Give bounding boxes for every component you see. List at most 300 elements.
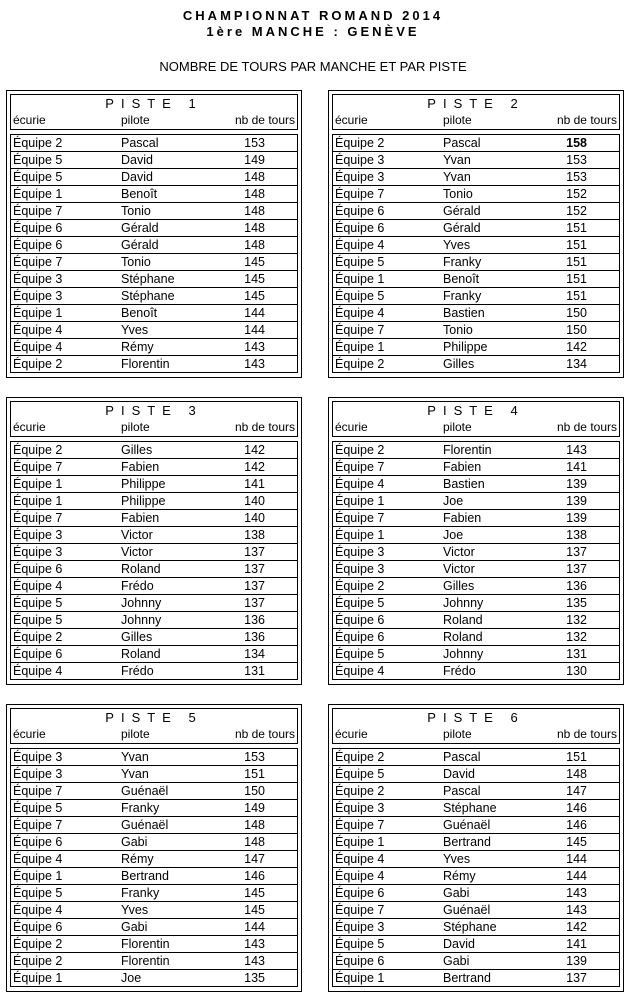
- piste-table-6: [328, 704, 624, 992]
- column-header-ecurie: écurie: [13, 727, 46, 741]
- cell-pilote: Gérald: [121, 238, 159, 252]
- cell-pilote: Gabi: [121, 920, 148, 934]
- cell-ecurie: Équipe 3: [13, 750, 63, 764]
- cell-tours: 145: [566, 835, 587, 849]
- cell-ecurie: Équipe 7: [335, 460, 385, 474]
- piste-inner: [10, 708, 298, 987]
- cell-pilote: Roland: [443, 630, 483, 644]
- cell-tours: 148: [244, 835, 265, 849]
- table-row: [11, 629, 297, 646]
- cell-pilote: Bertrand: [443, 971, 491, 985]
- cell-tours: 131: [566, 647, 587, 661]
- cell-tours: 151: [566, 255, 587, 269]
- cell-pilote: Fabien: [121, 511, 160, 525]
- cell-pilote: Joe: [121, 971, 142, 985]
- cell-tours: 141: [566, 937, 587, 951]
- cell-tours: 143: [244, 357, 265, 371]
- table-row: [333, 271, 619, 288]
- cell-tours: 135: [566, 596, 587, 610]
- cell-pilote: Stéphane: [443, 920, 497, 934]
- cell-ecurie: Équipe 5: [335, 255, 385, 269]
- cell-pilote: David: [121, 170, 153, 184]
- column-header-tours: nb de tours: [234, 420, 295, 434]
- table-row: [11, 561, 297, 578]
- piste-inner: [332, 401, 620, 680]
- table-row: [11, 237, 297, 254]
- cell-tours: 150: [244, 784, 265, 798]
- table-row: [11, 783, 297, 800]
- cell-tours: 139: [566, 954, 587, 968]
- cell-ecurie: Équipe 4: [335, 664, 385, 678]
- cell-tours: 137: [244, 579, 265, 593]
- table-row: [333, 288, 619, 305]
- cell-ecurie: Équipe 5: [335, 596, 385, 610]
- cell-tours: 137: [244, 545, 265, 559]
- table-row: [333, 322, 619, 339]
- table-row: [333, 561, 619, 578]
- column-header-pilote: pilote: [121, 727, 150, 741]
- cell-ecurie: Équipe 6: [335, 886, 385, 900]
- cell-tours: 151: [566, 750, 587, 764]
- cell-pilote: Roland: [121, 562, 161, 576]
- cell-pilote: Gilles: [443, 579, 475, 593]
- cell-tours: 153: [244, 136, 265, 150]
- piste-table-1: [6, 90, 302, 378]
- column-header-pilote: pilote: [443, 113, 472, 127]
- cell-pilote: Yves: [121, 903, 149, 917]
- table-row: [333, 493, 619, 510]
- table-row: [11, 800, 297, 817]
- column-header-tours: nb de tours: [556, 420, 617, 434]
- cell-pilote: Franky: [443, 289, 482, 303]
- cell-tours: 137: [566, 545, 587, 559]
- cell-pilote: Benoît: [443, 272, 480, 286]
- cell-ecurie: Équipe 2: [335, 443, 385, 457]
- piste-header: [10, 94, 298, 130]
- cell-tours: 142: [244, 460, 265, 474]
- cell-pilote: Gabi: [443, 886, 470, 900]
- cell-pilote: Stéphane: [121, 272, 175, 286]
- column-headers: [11, 113, 297, 129]
- cell-pilote: Franky: [121, 801, 160, 815]
- cell-pilote: Victor: [121, 528, 153, 542]
- cell-pilote: Johnny: [443, 596, 484, 610]
- piste-rows: [10, 748, 298, 987]
- cell-ecurie: Équipe 1: [13, 869, 63, 883]
- cell-ecurie: Équipe 7: [335, 511, 385, 525]
- cell-ecurie: Équipe 3: [13, 767, 63, 781]
- column-header-pilote: pilote: [121, 113, 150, 127]
- table-row: [333, 135, 619, 152]
- cell-pilote: Guénaël: [121, 818, 169, 832]
- cell-pilote: Pascal: [443, 750, 481, 764]
- table-row: [11, 288, 297, 305]
- piste-rows: [332, 441, 620, 680]
- piste-table-5: [6, 704, 302, 992]
- cell-ecurie: Équipe 7: [13, 460, 63, 474]
- cell-tours: 130: [566, 664, 587, 678]
- cell-pilote: Joe: [443, 494, 464, 508]
- cell-pilote: Johnny: [121, 596, 162, 610]
- cell-ecurie: Équipe 5: [335, 767, 385, 781]
- cell-ecurie: Équipe 4: [13, 664, 63, 678]
- cell-tours: 148: [566, 767, 587, 781]
- cell-tours: 151: [244, 767, 265, 781]
- table-row: [11, 527, 297, 544]
- cell-tours: 143: [566, 443, 587, 457]
- cell-ecurie: Équipe 7: [13, 511, 63, 525]
- table-row: [11, 663, 297, 680]
- cell-tours: 146: [244, 869, 265, 883]
- cell-tours: 151: [566, 272, 587, 286]
- cell-ecurie: Équipe 7: [335, 903, 385, 917]
- table-row: [11, 817, 297, 834]
- cell-tours: 142: [566, 340, 587, 354]
- piste-inner: [10, 94, 298, 373]
- table-row: [11, 936, 297, 953]
- cell-ecurie: Équipe 2: [13, 136, 63, 150]
- cell-tours: 151: [566, 238, 587, 252]
- cell-ecurie: Équipe 1: [335, 340, 385, 354]
- cell-tours: 150: [566, 323, 587, 337]
- cell-ecurie: Équipe 3: [335, 920, 385, 934]
- table-row: [333, 749, 619, 766]
- cell-ecurie: Équipe 2: [335, 136, 385, 150]
- cell-ecurie: Équipe 1: [335, 835, 385, 849]
- table-row: [333, 544, 619, 561]
- piste-table-4: [328, 397, 624, 685]
- cell-ecurie: Équipe 2: [13, 937, 63, 951]
- cell-pilote: Frédo: [443, 664, 476, 678]
- cell-tours: 136: [566, 579, 587, 593]
- cell-ecurie: Équipe 3: [13, 272, 63, 286]
- table-row: [11, 339, 297, 356]
- cell-ecurie: Équipe 4: [13, 852, 63, 866]
- cell-tours: 151: [566, 221, 587, 235]
- table-row: [333, 186, 619, 203]
- cell-tours: 147: [566, 784, 587, 798]
- table-row: [333, 936, 619, 953]
- table-row: [11, 203, 297, 220]
- cell-tours: 139: [566, 511, 587, 525]
- cell-ecurie: Équipe 1: [335, 528, 385, 542]
- cell-tours: 145: [244, 289, 265, 303]
- piste-header: [10, 401, 298, 437]
- cell-ecurie: Équipe 1: [13, 306, 63, 320]
- cell-pilote: Bastien: [443, 306, 485, 320]
- table-row: [333, 356, 619, 373]
- cell-pilote: Gérald: [121, 221, 159, 235]
- cell-pilote: Rémy: [121, 852, 154, 866]
- table-row: [333, 203, 619, 220]
- cell-pilote: Roland: [121, 647, 161, 661]
- table-row: [333, 527, 619, 544]
- table-row: [333, 254, 619, 271]
- table-row: [333, 220, 619, 237]
- cell-ecurie: Équipe 5: [335, 937, 385, 951]
- table-row: [333, 169, 619, 186]
- table-row: [11, 510, 297, 527]
- cell-tours: 146: [566, 801, 587, 815]
- cell-ecurie: Équipe 4: [335, 869, 385, 883]
- cell-pilote: Guénaël: [443, 818, 491, 832]
- cell-pilote: Florentin: [121, 954, 170, 968]
- table-row: [11, 902, 297, 919]
- table-row: [11, 919, 297, 936]
- cell-tours: 139: [566, 477, 587, 491]
- cell-tours: 143: [244, 340, 265, 354]
- cell-ecurie: Équipe 3: [13, 289, 63, 303]
- cell-tours: 144: [566, 852, 587, 866]
- cell-ecurie: Équipe 4: [13, 579, 63, 593]
- piste-title: PISTE 6: [427, 710, 525, 725]
- column-header-tours: nb de tours: [556, 727, 617, 741]
- cell-ecurie: Équipe 6: [13, 647, 63, 661]
- cell-ecurie: Équipe 6: [335, 954, 385, 968]
- table-row: [333, 663, 619, 680]
- cell-ecurie: Équipe 4: [335, 306, 385, 320]
- table-row: [333, 629, 619, 646]
- cell-ecurie: Équipe 6: [335, 630, 385, 644]
- cell-ecurie: Équipe 5: [335, 647, 385, 661]
- cell-pilote: Guénaël: [121, 784, 169, 798]
- cell-ecurie: Équipe 3: [335, 562, 385, 576]
- piste-title: PISTE 5: [105, 710, 203, 725]
- cell-tours: 134: [244, 647, 265, 661]
- cell-pilote: Gilles: [443, 357, 475, 371]
- cell-tours: 132: [566, 613, 587, 627]
- cell-tours: 144: [244, 323, 265, 337]
- cell-tours: 148: [244, 204, 265, 218]
- table-row: [11, 646, 297, 663]
- piste-rows: [332, 748, 620, 987]
- cell-tours: 152: [566, 204, 587, 218]
- cell-ecurie: Équipe 1: [335, 971, 385, 985]
- table-row: [333, 817, 619, 834]
- cell-tours: 147: [244, 852, 265, 866]
- cell-pilote: Philippe: [121, 477, 166, 491]
- cell-pilote: Gérald: [443, 221, 481, 235]
- cell-pilote: Guénaël: [443, 903, 491, 917]
- cell-tours: 158: [566, 136, 587, 150]
- table-row: [333, 834, 619, 851]
- cell-ecurie: Équipe 6: [13, 920, 63, 934]
- piste-header: [10, 708, 298, 744]
- piste-title: PISTE 4: [427, 403, 525, 418]
- column-header-ecurie: écurie: [335, 420, 368, 434]
- cell-tours: 137: [566, 971, 587, 985]
- table-row: [333, 766, 619, 783]
- table-row: [333, 851, 619, 868]
- cell-tours: 144: [244, 306, 265, 320]
- table-row: [333, 152, 619, 169]
- table-row: [333, 868, 619, 885]
- cell-pilote: Victor: [443, 545, 475, 559]
- cell-pilote: Gérald: [443, 204, 481, 218]
- cell-ecurie: Équipe 6: [13, 835, 63, 849]
- table-row: [333, 237, 619, 254]
- cell-tours: 145: [244, 272, 265, 286]
- cell-pilote: Gilles: [121, 630, 153, 644]
- cell-ecurie: Équipe 6: [13, 562, 63, 576]
- cell-tours: 148: [244, 221, 265, 235]
- cell-ecurie: Équipe 3: [13, 545, 63, 559]
- cell-tours: 143: [566, 886, 587, 900]
- cell-tours: 153: [566, 153, 587, 167]
- cell-ecurie: Équipe 7: [335, 187, 385, 201]
- table-row: [333, 646, 619, 663]
- cell-pilote: Benoît: [121, 187, 158, 201]
- table-row: [11, 749, 297, 766]
- cell-tours: 143: [244, 954, 265, 968]
- cell-tours: 142: [244, 443, 265, 457]
- cell-ecurie: Équipe 2: [335, 357, 385, 371]
- column-header-pilote: pilote: [443, 727, 472, 741]
- cell-ecurie: Équipe 2: [13, 630, 63, 644]
- cell-pilote: Tonio: [443, 323, 473, 337]
- column-header-tours: nb de tours: [234, 113, 295, 127]
- cell-pilote: Yves: [121, 323, 149, 337]
- cell-pilote: Johnny: [121, 613, 162, 627]
- table-row: [333, 476, 619, 493]
- cell-ecurie: Équipe 4: [335, 852, 385, 866]
- table-row: [11, 442, 297, 459]
- cell-ecurie: Équipe 1: [13, 971, 63, 985]
- cell-ecurie: Équipe 1: [13, 494, 63, 508]
- cell-pilote: Frédo: [121, 579, 154, 593]
- table-row: [333, 305, 619, 322]
- cell-ecurie: Équipe 3: [335, 170, 385, 184]
- cell-ecurie: Équipe 7: [335, 323, 385, 337]
- cell-pilote: Pascal: [443, 136, 481, 150]
- table-row: [333, 339, 619, 356]
- column-headers: [333, 420, 619, 436]
- table-row: [11, 578, 297, 595]
- piste-header: [332, 94, 620, 130]
- cell-tours: 134: [566, 357, 587, 371]
- cell-tours: 153: [244, 750, 265, 764]
- cell-tours: 143: [244, 937, 265, 951]
- cell-pilote: David: [443, 937, 475, 951]
- piste-title: PISTE 2: [427, 96, 525, 111]
- cell-ecurie: Équipe 1: [335, 272, 385, 286]
- table-row: [333, 885, 619, 902]
- cell-pilote: Benoît: [121, 306, 158, 320]
- cell-pilote: Philippe: [443, 340, 488, 354]
- table-row: [11, 271, 297, 288]
- cell-pilote: Bastien: [443, 477, 485, 491]
- table-row: [11, 868, 297, 885]
- table-row: [11, 476, 297, 493]
- cell-ecurie: Équipe 7: [13, 255, 63, 269]
- cell-pilote: Johnny: [443, 647, 484, 661]
- cell-pilote: Victor: [443, 562, 475, 576]
- cell-tours: 143: [566, 903, 587, 917]
- cell-tours: 151: [566, 289, 587, 303]
- column-header-pilote: pilote: [121, 420, 150, 434]
- cell-tours: 136: [244, 613, 265, 627]
- cell-pilote: Bertrand: [121, 869, 169, 883]
- cell-tours: 149: [244, 801, 265, 815]
- cell-pilote: Victor: [121, 545, 153, 559]
- cell-pilote: Yves: [443, 238, 471, 252]
- cell-pilote: Fabien: [443, 511, 482, 525]
- column-header-pilote: pilote: [443, 420, 472, 434]
- cell-ecurie: Équipe 1: [13, 187, 63, 201]
- table-row: [333, 902, 619, 919]
- cell-ecurie: Équipe 6: [335, 221, 385, 235]
- cell-ecurie: Équipe 6: [335, 204, 385, 218]
- piste-table-3: [6, 397, 302, 685]
- cell-ecurie: Équipe 3: [335, 153, 385, 167]
- cell-tours: 137: [244, 562, 265, 576]
- cell-pilote: Yvan: [443, 153, 471, 167]
- cell-tours: 148: [244, 238, 265, 252]
- cell-ecurie: Équipe 6: [13, 221, 63, 235]
- cell-tours: 138: [244, 528, 265, 542]
- cell-tours: 152: [566, 187, 587, 201]
- piste-inner: [10, 401, 298, 680]
- table-row: [333, 612, 619, 629]
- cell-tours: 153: [566, 170, 587, 184]
- column-header-ecurie: écurie: [13, 420, 46, 434]
- table-row: [11, 595, 297, 612]
- table-row: [333, 510, 619, 527]
- cell-pilote: Franky: [121, 886, 160, 900]
- piste-rows: [10, 134, 298, 373]
- piste-table-2: [328, 90, 624, 378]
- cell-pilote: David: [121, 153, 153, 167]
- cell-pilote: Bertrand: [443, 835, 491, 849]
- cell-ecurie: Équipe 4: [13, 323, 63, 337]
- cell-ecurie: Équipe 5: [335, 289, 385, 303]
- cell-ecurie: Équipe 4: [13, 903, 63, 917]
- page-subtitle: 1ère MANCHE : GENÈVE: [206, 24, 420, 39]
- cell-pilote: Fabien: [443, 460, 482, 474]
- cell-tours: 137: [566, 562, 587, 576]
- table-row: [11, 885, 297, 902]
- cell-ecurie: Équipe 5: [13, 801, 63, 815]
- cell-tours: 144: [566, 869, 587, 883]
- cell-ecurie: Équipe 3: [335, 545, 385, 559]
- cell-pilote: Tonio: [121, 255, 151, 269]
- cell-ecurie: Équipe 6: [335, 613, 385, 627]
- piste-inner: [332, 94, 620, 373]
- piste-title: PISTE 1: [105, 96, 203, 111]
- cell-tours: 138: [566, 528, 587, 542]
- cell-ecurie: Équipe 2: [13, 357, 63, 371]
- cell-ecurie: Équipe 7: [13, 204, 63, 218]
- table-row: [11, 169, 297, 186]
- cell-tours: 145: [244, 886, 265, 900]
- cell-ecurie: Équipe 5: [13, 170, 63, 184]
- cell-pilote: Rémy: [443, 869, 476, 883]
- cell-tours: 141: [566, 460, 587, 474]
- table-row: [11, 970, 297, 987]
- cell-pilote: Tonio: [121, 204, 151, 218]
- cell-pilote: Gabi: [443, 954, 470, 968]
- cell-tours: 146: [566, 818, 587, 832]
- table-row: [11, 152, 297, 169]
- page-caption: NOMBRE DE TOURS PAR MANCHE ET PAR PISTE: [159, 59, 467, 74]
- cell-ecurie: Équipe 5: [13, 153, 63, 167]
- table-row: [333, 595, 619, 612]
- cell-tours: 140: [244, 494, 265, 508]
- cell-tours: 142: [566, 920, 587, 934]
- table-row: [11, 305, 297, 322]
- cell-pilote: Joe: [443, 528, 464, 542]
- table-row: [11, 544, 297, 561]
